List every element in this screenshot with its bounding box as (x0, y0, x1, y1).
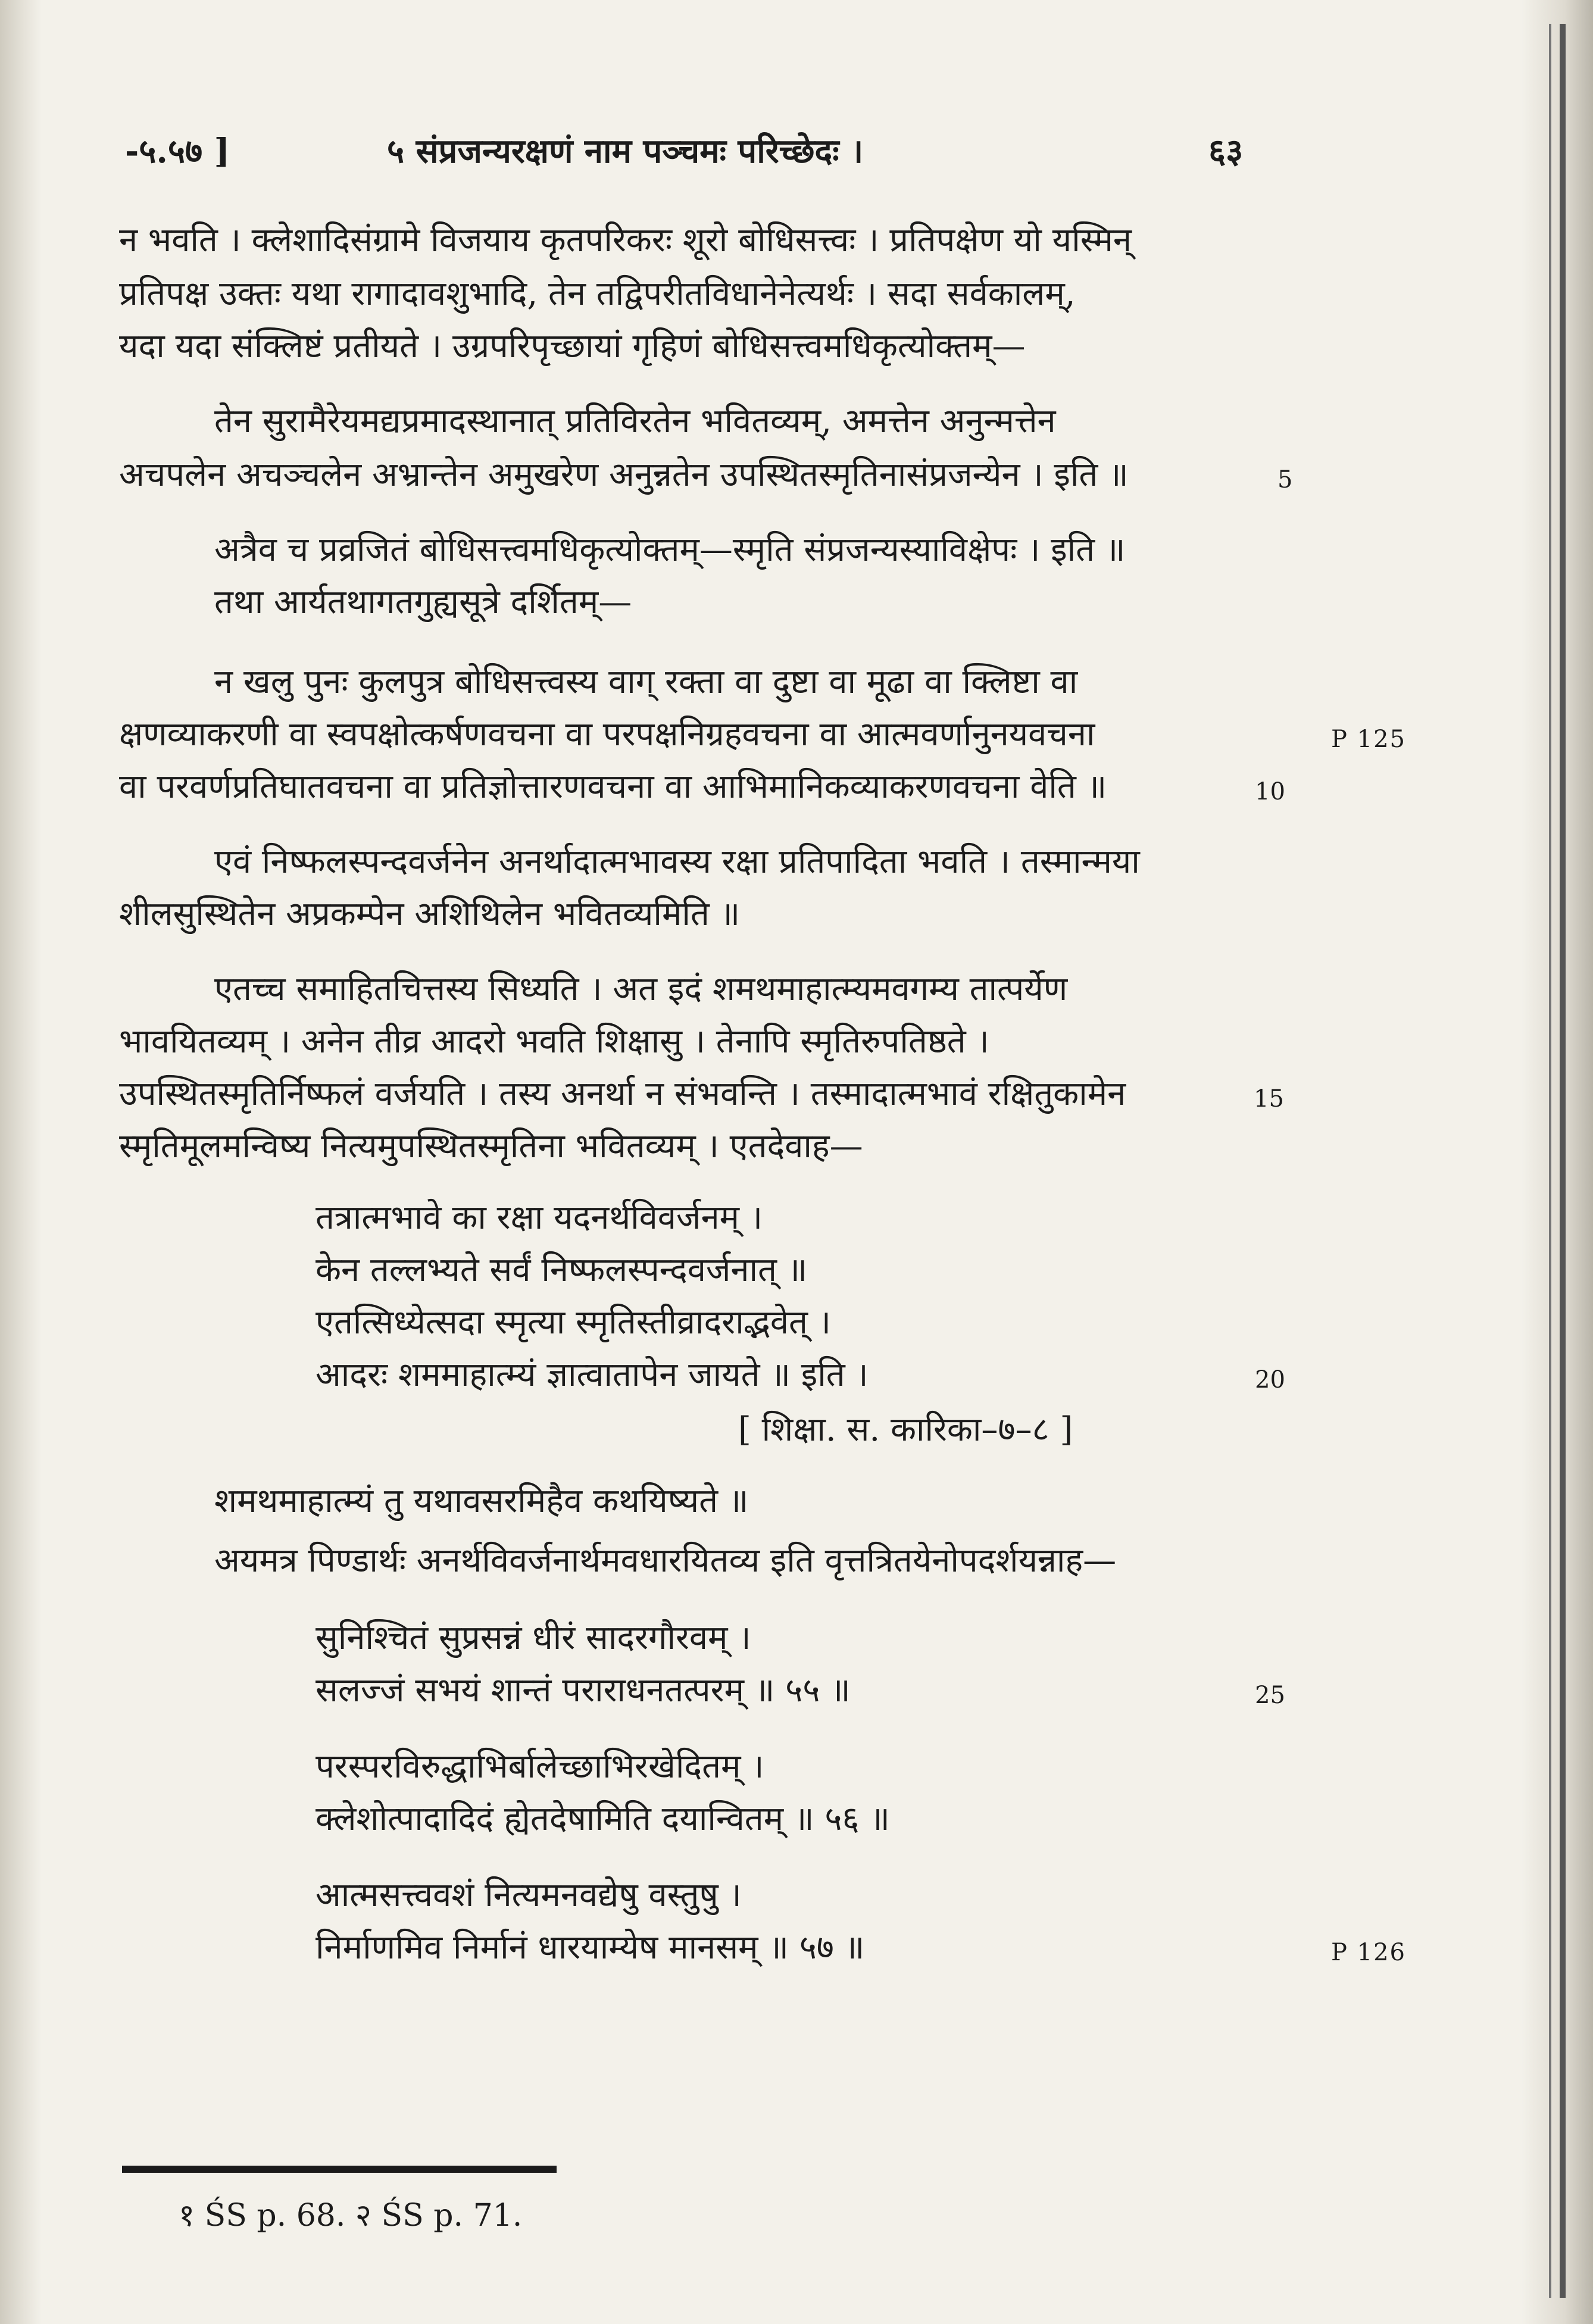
text-line: स्मृतिमूलमन्विष्य नित्यमुपस्थितस्मृतिना भवितव्यम् । एतदेवाह— (119, 1127, 863, 1166)
page-shadow-left (0, 0, 42, 2324)
text-line: एवं निष्फलस्पन्दवर्जनेन अनर्थादात्मभावस्य रक्षा प्रतिपादिता भवति । तस्मान्मया (214, 842, 1140, 881)
verse-line: आदरः शममाहात्म्यं ज्ञात्वातापेन जायते ॥ इति । (316, 1355, 869, 1394)
page-reference: P 126 (1331, 1939, 1406, 1966)
text-line: एतच्च समाहितचित्तस्य सिध्यति । अत इदं शमथमाहात्म्यमवगम्य तात्पर्येण (214, 970, 1068, 1008)
text-line: न खलु पुनः कुलपुत्र बोधिसत्त्वस्य वाग् रक्ता वा दुष्टा वा मूढा वा क्लिष्टा वा (214, 663, 1078, 701)
line-number: 5 (1277, 466, 1293, 493)
text-line: अत्रैव च प्रव्रजितं बोधिसत्त्वमधिकृत्योक्तम्—स्मृति संप्रजन्यस्याविक्षेपः । इति ॥ (214, 530, 1126, 569)
text-line: तेन सुरामैरेयमद्यप्रमादस्थानात् प्रतिविरतेन भवितव्यम्, अमत्तेन अनुन्मत्तेन (214, 402, 1056, 441)
verse-line: एतत्सिध्येत्सदा स्मृत्या स्मृतिस्तीव्रादराद्भवेत् । (316, 1303, 831, 1342)
text-line: अयमत्र पिण्डार्थः अनर्थविवर्जनार्थमवधारयितव्य इति वृत्तत्रितयेनोपदर्शयन्नाह— (214, 1541, 1117, 1580)
line-number: 10 (1255, 778, 1285, 805)
verse-line: केन तल्लभ्यते सर्वं निष्फलस्पन्दवर्जनात् ॥ (316, 1251, 808, 1289)
header-verse-range: -५.५७ ] (125, 132, 230, 171)
line-number: 25 (1255, 1682, 1285, 1709)
header-chapter-title: ५ संप्रजन्यरक्षणं नाम पञ्चमः परिच्छेदः । (387, 132, 864, 171)
karika-line: सलज्जं सभयं शान्तं पराराधनतत्परम् ॥ ५५ ॥ (316, 1671, 851, 1710)
karika-line: आत्मसत्त्ववशं नित्यमनवद्येषु वस्तुषु । (316, 1876, 742, 1914)
page-reference: P 125 (1331, 726, 1406, 753)
text-line: न भवति । क्लेशादिसंग्रामे विजयाय कृतपरिकरः शूरो बोधिसत्त्वः । प्रतिपक्षेण यो यस्मिन् (119, 221, 1132, 260)
text-line: उपस्थितस्मृतिर्निष्फलं वर्जयति । तस्य अनर्था न संभवन्ति । तस्मादात्मभावं रक्षितुकामेन (119, 1074, 1126, 1113)
source-citation: [ शिक्षा. स. कारिका–७–८ ] (738, 1410, 1073, 1449)
text-line: शमथमाहात्म्यं तु यथावसरमिहैव कथयिष्यते ॥ (214, 1482, 749, 1520)
text-line: प्रतिपक्ष उक्तः यथा रागादावशुभादि, तेन तद्विपरीतविधानेनेत्यर्थः । सदा सर्वकालम्, (119, 274, 1076, 313)
text-line: तथा आर्यतथागतगुह्यसूत्रे दर्शितम्— (214, 583, 632, 621)
verse-line: तत्रात्मभावे का रक्षा यदनर्थविवर्जनम् । (316, 1198, 763, 1237)
page-shadow-right (1522, 0, 1593, 2324)
text-line: भावयितव्यम् । अनेन तीव्र आदरो भवति शिक्षासु । तेनापि स्मृतिरुपतिष्ठते । (119, 1022, 989, 1061)
binding-edge-thin (1549, 24, 1551, 2298)
footnotes: १ ŚS p. 68. २ ŚS p. 71. (179, 2198, 523, 2234)
karika-line: परस्परविरुद्धाभिर्बालेच्छाभिरखेदितम् । (316, 1747, 764, 1786)
line-number: 20 (1255, 1366, 1285, 1394)
line-number: 15 (1254, 1085, 1284, 1113)
karika-line: क्लेशोत्पादादिदं ह्येतदेषामिति दयान्वितम् ॥ ५६ ॥ (316, 1800, 890, 1838)
header-page-number: ६३ (1208, 132, 1244, 171)
karika-line: निर्माणमिव निर्मानं धारयाम्येष मानसम् ॥ ५७ ॥ (316, 1928, 865, 1967)
karika-line: सुनिश्चितं सुप्रसन्नं धीरं सादरगौरवम् । (316, 1619, 751, 1657)
text-line: शीलसुस्थितेन अप्रकम्पेन अशिथिलेन भवितव्यमिति ॥ (119, 895, 741, 933)
text-line: अचपलेन अचञ्चलेन अभ्रान्तेन अमुखरेण अनुन्नतेन उपस्थितस्मृतिनासंप्रजन्येन । इति ॥ (119, 455, 1129, 494)
binding-edge (1560, 24, 1566, 2298)
text-line: क्षणव्याकरणी वा स्वपक्षोत्कर्षणवचना वा परपक्षनिग्रहवचना वा आत्मवर्णानुनयवचना (119, 715, 1095, 754)
text-line: वा परवर्णप्रतिघातवचना वा प्रतिज्ञोत्तारणवचना वा आभिमानिकव्याकरणवचना वेति ॥ (119, 767, 1107, 806)
text-line: यदा यदा संक्लिष्टं प्रतीयते । उग्रपरिपृच्छायां गृहिणं बोधिसत्त्वमधिकृत्योक्तम्— (119, 327, 1026, 366)
footnote-rule (122, 2166, 557, 2173)
